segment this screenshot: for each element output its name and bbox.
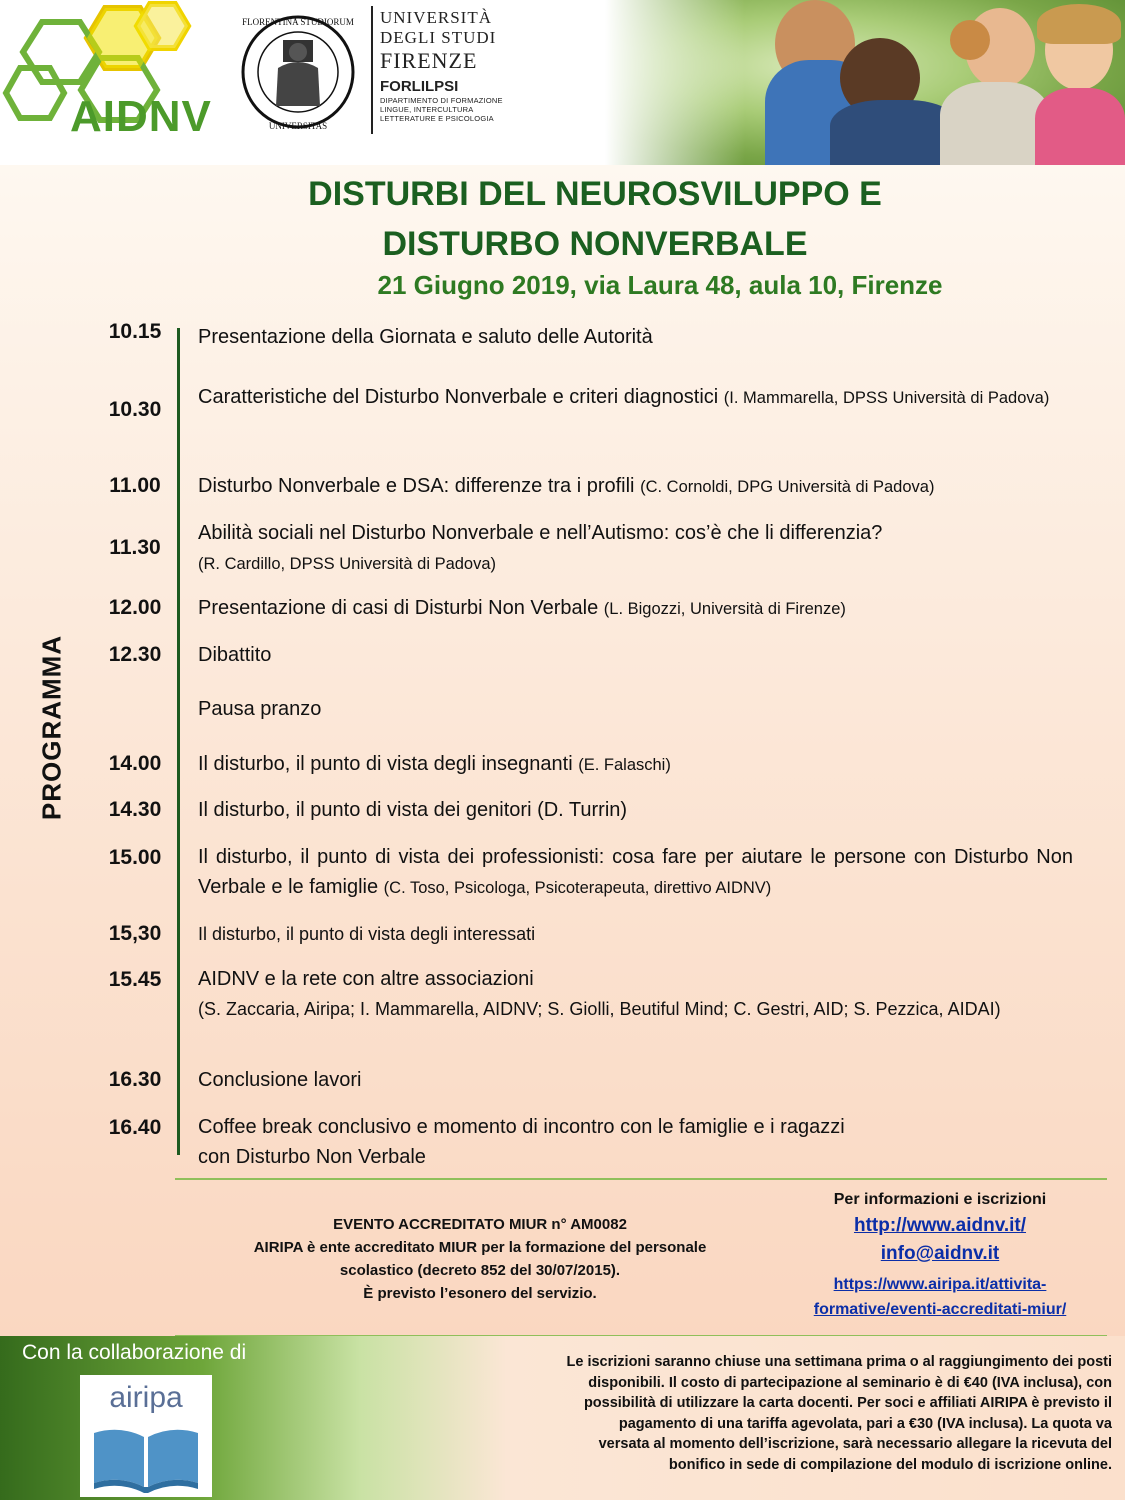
schedule-text: Conclusione lavori: [198, 1069, 362, 1091]
schedule-text: Presentazione di casi di Disturbi Non Verbale: [198, 597, 599, 619]
schedule-text: AIDNV e la rete con altre associazioni: [198, 968, 534, 990]
airipa-link-line-1[interactable]: https://www.airipa.it/attivita-: [833, 1276, 1047, 1293]
website-link[interactable]: http://www.aidnv.it/: [853, 1215, 1027, 1236]
schedule-item: [198, 842, 1073, 903]
department-full-2: LINGUE, INTERCULTURA: [380, 105, 474, 114]
schedule-item: [198, 964, 1073, 1024]
collaboration-label: Con la collaborazione di: [22, 1341, 247, 1364]
seal-text-bottom: UNIVERSITAS: [268, 121, 328, 131]
schedule-note: (E. Falaschi): [578, 756, 671, 774]
schedule-time: 15.45: [108, 968, 162, 991]
university-logo: [380, 8, 540, 123]
airipa-link-line-2[interactable]: formative/eventi-accreditati-miur/: [813, 1301, 1067, 1318]
schedule-item: [198, 593, 1076, 624]
schedule-note: (R. Cardillo, DPSS Università di Padova): [198, 555, 497, 573]
schedule-item: [198, 694, 1076, 724]
miur-line-1: EVENTO ACCREDITATO MIUR n° AM0082: [333, 1216, 627, 1233]
schedule-time: 12.30: [108, 643, 162, 666]
timeline-divider: [177, 328, 180, 1155]
notice-line: pagamento di una tariffa agevolata, pari a €30 (IVA inclusa). La quota va: [618, 1415, 1112, 1432]
schedule-text: Il disturbo, il punto di vista dei genitori (D. Turrin): [198, 799, 628, 821]
schedule-item: [198, 919, 1076, 949]
notice-line: disponibili. Il costo di partecipazione al seminario è di €40 (IVA inclusa), con: [588, 1374, 1112, 1391]
schedule-item: [198, 471, 1076, 502]
miur-line-4: È previsto l’esonero del servizio.: [363, 1285, 597, 1302]
notice-line: possibilità di utilizzare la carta docenti. Per soci e affiliati AIRIPA è previsto il: [583, 1395, 1112, 1412]
schedule-time: 14.00: [108, 752, 162, 775]
page-title-line-2: DISTURBO NONVERBALE: [382, 225, 808, 263]
airipa-logo-text: airipa: [109, 1381, 183, 1414]
schedule-item: [198, 749, 1076, 780]
info-label: Per informazioni e iscrizioni: [833, 1191, 1047, 1208]
email-link[interactable]: info@aidnv.it: [880, 1243, 1000, 1264]
schedule-note: (I. Mammarella, DPSS Università di Padova): [723, 389, 1050, 407]
university-line-3: FIRENZE: [380, 48, 478, 73]
schedule-time: 16.40: [108, 1116, 162, 1139]
schedule-item: [198, 640, 1076, 670]
miur-accreditation: [180, 1213, 780, 1305]
schedule-note: con Disturbo Non Verbale: [198, 1146, 426, 1168]
schedule-item: [198, 322, 1076, 352]
seal-text-top: FLORENTINA STUDIORUM: [242, 17, 354, 27]
schedule-note: (C. Toso, Psicologa, Psicoterapeuta, direttivo AIDNV): [383, 879, 772, 897]
schedule-time: 10.30: [108, 398, 162, 421]
page-title-line-1: DISTURBI DEL NEUROSVILUPPO E: [308, 175, 882, 213]
schedule-time: 16.30: [108, 1068, 162, 1091]
notice-line: bonifico in sede di compilazione del modulo di iscrizione online.: [668, 1456, 1112, 1473]
schedule-time: 15,30: [108, 922, 162, 945]
programma-label-wrap: [0, 620, 110, 830]
programma-label: PROGRAMMA: [36, 634, 67, 821]
schedule-item: [198, 795, 1076, 825]
children-photo: [605, 0, 1125, 165]
miur-line-3: scolastico (decreto 852 del 30/07/2015).: [339, 1262, 621, 1279]
schedule-time: 14.30: [108, 798, 162, 821]
schedule-item: [198, 1065, 1076, 1095]
airipa-link[interactable]: [770, 1272, 1110, 1322]
header-divider: [371, 6, 373, 134]
header-banner: [0, 0, 1125, 165]
notice-line: Le iscrizioni saranno chiuse una settimana prima o al raggiungimento dei posti: [566, 1354, 1112, 1370]
registration-notice: [490, 1352, 1112, 1476]
schedule-time: 11.00: [109, 474, 161, 497]
schedule-time: 10.15: [108, 320, 162, 343]
airipa-logo: [80, 1375, 212, 1497]
aidnv-logo-text: AIDNV: [70, 92, 212, 141]
schedule-item: [198, 518, 1076, 579]
schedule-text: Dibattito: [198, 644, 272, 666]
department-full-1: DIPARTIMENTO DI FORMAZIONE: [380, 96, 503, 105]
schedule-note: (S. Zaccaria, Airipa; I. Mammarella, AIDNV; S. Giolli, Beutiful Mind; C. Gestri, AID; S. Pezzica, AIDAI): [198, 999, 1001, 1019]
miur-line-2: AIRIPA è ente accreditato MIUR per la formazione del personale: [253, 1239, 707, 1256]
schedule-text: Il disturbo, il punto di vista degli insegnanti: [198, 753, 573, 775]
aidnv-logo: [0, 0, 240, 150]
schedule-text: Il disturbo, il punto di vista degli interessati: [198, 924, 536, 944]
department-name: FORLILPSI: [380, 78, 459, 95]
info-box: [770, 1188, 1110, 1322]
book-icon: [80, 1375, 212, 1497]
schedule-text: Il disturbo, il punto di vista dei professionisti: cosa fare per aiutare le persone con Disturbo Non Verbale e le famiglie: [198, 846, 1073, 898]
schedule-item: [198, 1112, 1076, 1172]
schedule-text: Presentazione della Giornata e saluto delle Autorità: [198, 326, 653, 348]
schedule-time: 15.00: [108, 846, 162, 869]
divider: [175, 1178, 1107, 1180]
schedule-text: Coffee break conclusivo e momento di incontro con le famiglie e i ragazzi: [198, 1116, 845, 1138]
schedule-note: (L. Bigozzi, Università di Firenze): [603, 600, 846, 618]
schedule-item: [198, 378, 1073, 417]
event-date-location: 21 Giugno 2019, via Laura 48, aula 10, Firenze: [377, 270, 943, 300]
department-full-3: LETTERATURE E PSICOLOGIA: [380, 114, 494, 123]
schedule-time: 11.30: [109, 536, 161, 559]
university-line-2: DEGLI STUDI: [380, 28, 497, 47]
schedule-text: Abilità sociali nel Disturbo Nonverbale e nell’Autismo: cos’è che li differenzia?: [198, 522, 883, 544]
university-seal-icon: [238, 8, 358, 136]
schedule-text: Caratteristiche del Disturbo Nonverbale e criteri diagnostici: [198, 386, 719, 408]
notice-line: versata al momento dell’iscrizione, sarà necessario allegare la ricevuta del: [598, 1436, 1112, 1453]
schedule-time: 12.00: [108, 596, 162, 619]
schedule-note: (C. Cornoldi, DPG Università di Padova): [640, 478, 935, 496]
schedule-text: Disturbo Nonverbale e DSA: differenze tra i profili: [198, 475, 635, 497]
university-line-1: UNIVERSITÀ: [380, 8, 492, 27]
schedule-text: Pausa pranzo: [198, 698, 322, 720]
